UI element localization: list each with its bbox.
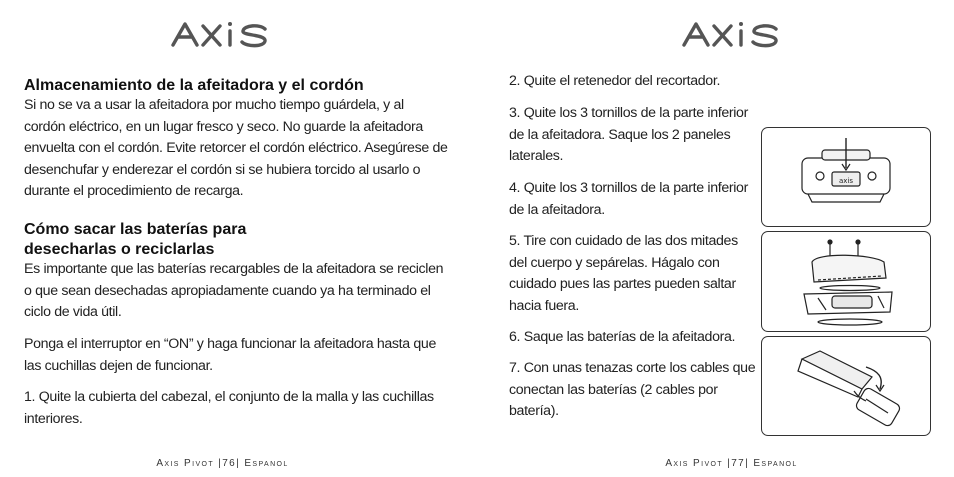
batteries-heading (24, 220, 444, 260)
axis-logo (170, 20, 270, 48)
illustration-batteries (761, 336, 931, 436)
storage-heading: Almacenamiento de la afeitadora y el cordón (24, 77, 364, 94)
axis-logo (681, 20, 781, 48)
step-5: 5. Tire con cuidado de las dos mitades del cuerpo y sepárelas. Hágalo con cuidado pues las partes pueden saltar hacia fuera. (509, 233, 738, 314)
illustration-trimmer-retainer (761, 127, 931, 227)
step-3: 3. Quite los 3 tornillos de la parte inferior de la afeitadora. Saque los 2 paneles laterales. (509, 105, 748, 165)
batteries-paragraph: Es importante que las baterías recargables de la afeitadora se reciclen o que sean desechadas apropiadamente cuando ya ha terminado el ciclo de vida útil. (24, 261, 444, 321)
step-6: 6. Saque las baterías de la afeitadora. (509, 329, 736, 345)
page-footer-76: Axis Pivot |76| Espanol (156, 458, 289, 469)
page-footer-77: Axis Pivot |77| Espanol (665, 458, 798, 469)
storage-paragraph: Si no se va a usar la afeitadora por mucho tiempo guárdela, y al cordón eléctrico, en un lugar fresco y seco. No guarde la afeitadora envuelta con el cordón. Evite retorcer el cordón eléctrico. Asegúrese de desenchufar y enderezar el cordón si se hubiera torcido al usarlo o durante el procedimiento de recarga. (24, 97, 448, 200)
step-7: 7. Con unas tenazas corte los cables que conectan las baterías (2 cables por batería). (509, 360, 756, 420)
illustration-body-halves (761, 231, 931, 332)
batteries-heading-line2: desecharlas o reciclarlas (24, 241, 215, 258)
svg-text:axis: axis (838, 177, 854, 185)
right-page (477, 0, 954, 477)
power-paragraph: Ponga el interruptor en “ON” y haga funcionar la afeitadora hasta que las cuchillas dejen de funcionar. (24, 336, 436, 374)
step-2: 2. Quite el retenedor del recortador. (509, 73, 721, 89)
batteries-heading-line1: Cómo sacar las baterías para (24, 221, 247, 238)
step-4: 4. Quite los 3 tornillos de la parte inferior de la afeitadora. (509, 180, 748, 218)
step-1: 1. Quite la cubierta del cabezal, el conjunto de la malla y las cuchillas interiores. (24, 389, 434, 427)
